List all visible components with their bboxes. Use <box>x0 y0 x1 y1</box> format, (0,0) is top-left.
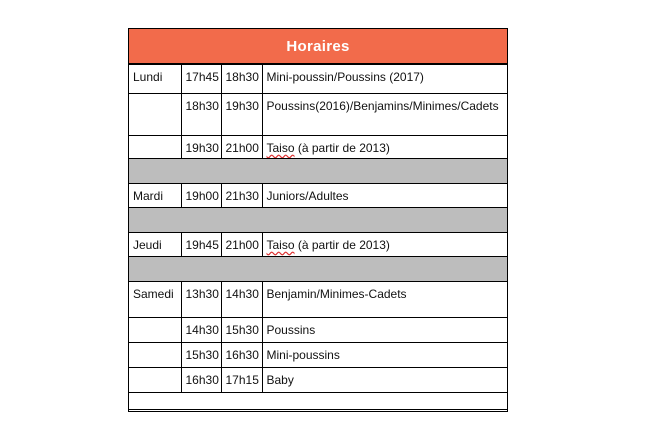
table-row <box>129 233 507 257</box>
table-row <box>129 368 507 393</box>
group-cell: Poussins(2016)/Benjamins/Minimes/Cadets <box>262 94 507 136</box>
end-time-cell: 21h00 <box>221 136 262 159</box>
separator-row <box>129 257 507 282</box>
table-row <box>129 184 507 208</box>
day-cell <box>129 94 181 136</box>
start-time-cell: 19h00 <box>181 184 221 208</box>
table-title: Horaires <box>129 29 507 64</box>
separator-row <box>129 208 507 233</box>
start-time-cell: 13h30 <box>181 282 221 318</box>
start-time-cell: 19h30 <box>181 136 221 159</box>
group-cell <box>262 136 507 159</box>
start-time-cell: 15h30 <box>181 343 221 368</box>
group-cell: Poussins <box>262 318 507 343</box>
start-time-cell: 16h30 <box>181 368 221 393</box>
start-time-cell: 14h30 <box>181 318 221 343</box>
day-cell <box>129 318 181 343</box>
end-time-cell: 21h30 <box>221 184 262 208</box>
group-cell-keyword: Taiso <box>266 238 295 252</box>
day-cell: Jeudi <box>129 233 181 257</box>
start-time-cell: 17h45 <box>181 65 221 94</box>
group-cell: Baby <box>262 368 507 393</box>
end-time-cell: 17h15 <box>221 368 262 393</box>
end-time-cell: 15h30 <box>221 318 262 343</box>
table-row <box>129 136 507 159</box>
end-time-cell: 14h30 <box>221 282 262 318</box>
table-row <box>129 282 507 318</box>
group-cell-keyword: Taiso <box>266 141 295 155</box>
group-cell: Benjamin/Minimes-Cadets <box>262 282 507 318</box>
table-row <box>129 65 507 94</box>
group-cell <box>262 233 507 257</box>
end-time-cell: 19h30 <box>221 94 262 136</box>
day-cell <box>129 368 181 393</box>
group-cell: Mini-poussin/Poussins (2017) <box>262 65 507 94</box>
end-time-cell: 21h00 <box>221 233 262 257</box>
schedule-table-frame <box>128 28 508 412</box>
day-cell: Mardi <box>129 184 181 208</box>
separator-row <box>129 159 507 184</box>
end-time-cell: 16h30 <box>221 343 262 368</box>
table-row <box>129 94 507 136</box>
day-cell <box>129 343 181 368</box>
table-row <box>129 318 507 343</box>
day-cell: Lundi <box>129 65 181 94</box>
group-cell-detail: (à partir de 2013) <box>294 238 390 252</box>
schedule-table <box>129 64 507 410</box>
start-time-cell: 19h45 <box>181 233 221 257</box>
group-cell: Juniors/Adultes <box>262 184 507 208</box>
start-time-cell: 18h30 <box>181 94 221 136</box>
day-cell <box>129 136 181 159</box>
empty-row <box>129 393 507 410</box>
end-time-cell: 18h30 <box>221 65 262 94</box>
group-cell-detail: (à partir de 2013) <box>294 141 390 155</box>
day-cell: Samedi <box>129 282 181 318</box>
group-cell: Mini-poussins <box>262 343 507 368</box>
table-row <box>129 343 507 368</box>
